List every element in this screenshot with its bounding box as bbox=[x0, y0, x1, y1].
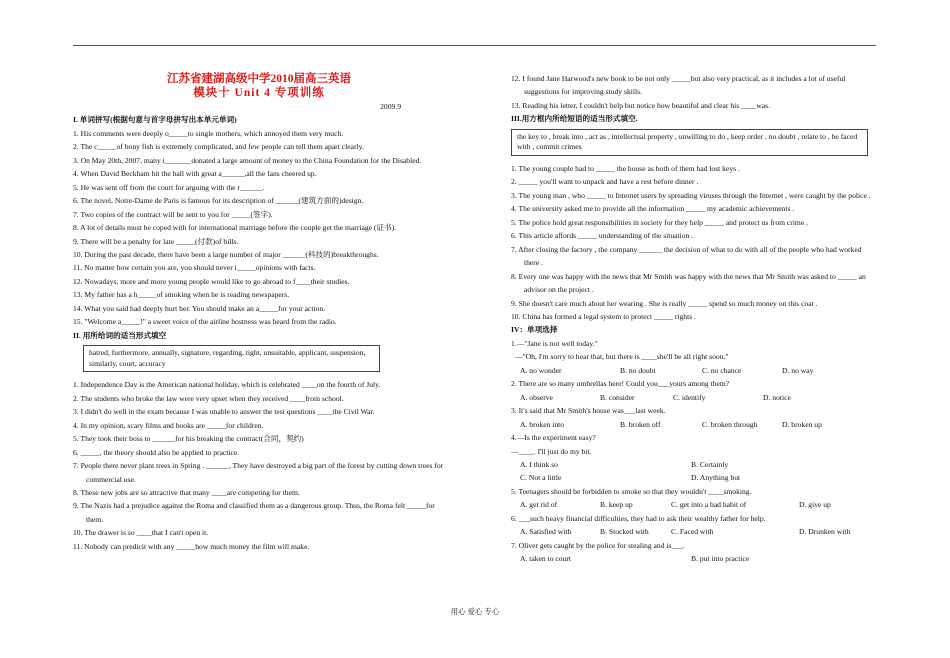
list-item: 2. The students who broke the law were very upset when they received ____from school. bbox=[73, 393, 344, 403]
list-item: 1. Independence Day is the American national holiday, which is celebrated ____on the fourth of July. bbox=[73, 380, 381, 390]
question-4-options-row1 bbox=[511, 458, 877, 471]
option: A. Satisfied with bbox=[520, 527, 572, 537]
list-item: 4. In my opinion, scary films and books are _____for children. bbox=[73, 420, 264, 430]
option: C. Not a little bbox=[520, 473, 562, 483]
option: A. broken into bbox=[520, 419, 565, 429]
option: D. give up bbox=[799, 500, 831, 510]
phrase-box: the key to , break into , act as , intellectual property , unwilling to do , keep order , no doubt , relate to , be faced with , commit crimes bbox=[511, 129, 868, 156]
question-2-stem: 2. There are so many umbrellas here! Could you___yours among them? bbox=[511, 379, 730, 389]
list-item: 5. He was sent off from the court for arguing with the r______. bbox=[73, 182, 265, 192]
option: A. observe bbox=[520, 392, 553, 402]
list-item: 2. The c_____of bony fish is extremely complicated, and few people can tell them apart clearly. bbox=[73, 142, 364, 152]
list-item: 11. No matter how certain you are, you should never i_____opinions with facts. bbox=[73, 263, 316, 273]
question-3-stem: 3. It's said that Mr Smith's house was___last week. bbox=[511, 406, 666, 416]
option: A. I think so bbox=[520, 459, 558, 469]
list-item: 8. These new jobs are so attractive that many ____are competing for them. bbox=[73, 487, 300, 497]
list-item: 10. The drawer is so ____that I can't open it. bbox=[73, 528, 209, 538]
question-6-options bbox=[511, 525, 877, 538]
list-item: 6. This article affords _____ understanding of the situation . bbox=[511, 231, 694, 241]
question-2-options bbox=[511, 391, 877, 404]
list-item: 5. They took their boss to ______for his breaking the contract(合同，契约) bbox=[73, 434, 304, 444]
section-2-heading: II. 用所给词的适当形式填空 bbox=[73, 330, 167, 340]
list-item: 9. She doesn't care much about her wearing . She is really _____ spend so much money on this coat . bbox=[511, 298, 818, 308]
list-item: 8. Every one was happy with the news that Mr Smith was happy with the news that Mr Smith was asked to _____ an advisor on the project . bbox=[511, 271, 866, 295]
option: B. Certainly bbox=[691, 459, 729, 469]
left-column bbox=[73, 72, 445, 553]
list-item: 10. China has formed a legal system to protect _____ rights . bbox=[511, 311, 696, 321]
question-1-stem: 1.—"Jane is not well today." bbox=[511, 338, 598, 348]
option: B. broken off bbox=[620, 419, 661, 429]
option: B. no doubt bbox=[620, 365, 656, 375]
option: C. no chance bbox=[702, 365, 742, 375]
question-1-response: —"Oh, I'm sorry to hear that, but there is ____she'll be all right soon." bbox=[515, 352, 729, 362]
option: D. Drunken with bbox=[799, 527, 851, 537]
option: C. broken through bbox=[702, 419, 758, 429]
option: B. consider bbox=[600, 392, 635, 402]
list-item: 3. On May 20th, 2007, many i_______donated a large amount of money to the China Foundation for the Disabled. bbox=[73, 155, 422, 165]
question-4-stem: 4.—Is the experiment easy? bbox=[511, 433, 596, 443]
section-1-heading: I. 单词拼写(根据句意与首字母拼写出本单元单词) bbox=[73, 115, 237, 125]
list-item: 3. The young man , who _____ to Internet users by spreading viruses through the Internet , were caught by the police . bbox=[511, 190, 871, 200]
list-item: 12. I found Jane Harwood's new book to be not only _____but also very practical, as it includes a lot of useful suggestions for improving study skills. bbox=[511, 74, 846, 97]
option: A. get rid of bbox=[520, 500, 558, 510]
question-7-stem: 7. Oliver gets caught by the police for stealing and is___. bbox=[511, 540, 685, 550]
list-item: 1. The young couple had to _____ the house as both of them had lost keys . bbox=[511, 164, 740, 173]
option: B. keep up bbox=[600, 500, 633, 510]
list-item: 7. Two copies of the contract will be sent to you for _____(签字). bbox=[73, 209, 273, 219]
section-4-heading: IV：单项选择 bbox=[511, 325, 558, 335]
page-subtitle: 模块十 Unit 4 专项训练 bbox=[193, 87, 325, 99]
question-7-options bbox=[511, 552, 877, 565]
option: D. broken up bbox=[782, 419, 822, 429]
option: B. Stocked with bbox=[600, 527, 649, 537]
list-item: 7. People there never plant trees in Spring . ______, They have destroyed a big part of the forest by cutting down trees for commercial use. bbox=[73, 461, 444, 484]
header-rule bbox=[73, 45, 876, 46]
right-column bbox=[511, 72, 877, 566]
list-item: 14. What you said had deeply hurt her. You should make an a_____for your action. bbox=[73, 303, 326, 313]
list-item: 13. My father has a h_____of smoking when he is reading newspapers. bbox=[73, 290, 290, 300]
list-item: 2. _____ you'll want to unpack and have a rest before dinner . bbox=[511, 177, 699, 187]
option: D. Anything but bbox=[691, 473, 741, 483]
word-box: hatred, furthermore, annually, signature, regarding, tight, unsuitable, applicant, suspension, similarly, court, accuracy bbox=[83, 345, 380, 372]
option: A. taken to court bbox=[520, 554, 572, 564]
question-4-response: —____. I'll just do my bit. bbox=[511, 446, 592, 456]
list-item: 10. During the past decade, there have been a large number of major ______(科技的)breakthroughs. bbox=[73, 249, 379, 259]
option: D. no way bbox=[782, 365, 814, 375]
list-item: 9. There will be a penalty for late _____(付款)of bills. bbox=[73, 236, 239, 246]
option: B. put into practice bbox=[691, 554, 750, 564]
list-item: 6. _____, the theory should also be applied to practice. bbox=[73, 447, 240, 457]
question-1-options bbox=[511, 364, 877, 377]
list-item: 7. After closing the factory , the company ______ the decision of what to do with all of the people who had worked there . bbox=[511, 244, 862, 268]
page-title: 江苏省建湖高级中学2010届高三英语 bbox=[167, 73, 351, 85]
list-item: 4. The university asked me to provide all the information _____ my academic achievements . bbox=[511, 204, 795, 214]
list-item: 4. When David Beckham hit the ball with great a______,all the fans cheered up. bbox=[73, 169, 317, 179]
page-footer: 用心 爱心 专心 bbox=[450, 607, 500, 616]
question-4-options-row2 bbox=[511, 471, 877, 484]
list-item: 6. The novel, Notre-Dame de Paris is famous for its description of ______(建筑方面的)design. bbox=[73, 196, 364, 206]
option: D. notice bbox=[763, 392, 791, 402]
list-item: 11. Nobody can predicit with any _____how much money the film will make. bbox=[73, 541, 310, 551]
list-item: 15. "Welcome a_____!" a sweet voice of the airline hostness was heard from the radio. bbox=[73, 317, 337, 327]
date-label: 2009.9 bbox=[380, 102, 401, 111]
question-5-stem: 5. Teenagers should be forbidden to smoke so that they wouldn't ____smoking. bbox=[511, 486, 752, 496]
list-item: 13. Reading his letter, I couldn't help but notice how beautiful and clear his ____was. bbox=[511, 100, 770, 110]
option: C. identify bbox=[673, 392, 706, 402]
list-item: 8. A lot of details must be coped with for international marriage before the couple get the marriage (证书). bbox=[73, 223, 397, 233]
option: A. no wonder bbox=[520, 365, 562, 375]
question-6-stem: 6. ___such heavy financial difficulties, they had to ask their wealthy father for help. bbox=[511, 513, 766, 523]
list-item: 3. I didn't do well in the exam because I was unable to answer the test questions ____the Civil War. bbox=[73, 407, 375, 417]
list-item: 1. His comments were deeply o_____to single mothers, which annoyed them very much. bbox=[73, 128, 344, 138]
list-item: 5. The police hold great responsibilities in society for they help _____ and protect us from crime . bbox=[511, 217, 808, 227]
list-item: 12. Nowadays, more and more young people would like to go abroad to f____their studies. bbox=[73, 276, 350, 286]
option: C. Faced with bbox=[671, 527, 714, 537]
section-3-heading: III.用方框内所给短语的适当形式填空. bbox=[511, 114, 638, 124]
question-3-options bbox=[511, 418, 877, 431]
question-5-options bbox=[511, 498, 877, 511]
list-item: 9. The Nazis had a prejudice against the Roma and classified them as a dangerous group. Thus, the Roma felt _____for them. bbox=[73, 501, 435, 524]
option: C. get into a bad habit of bbox=[671, 500, 747, 510]
